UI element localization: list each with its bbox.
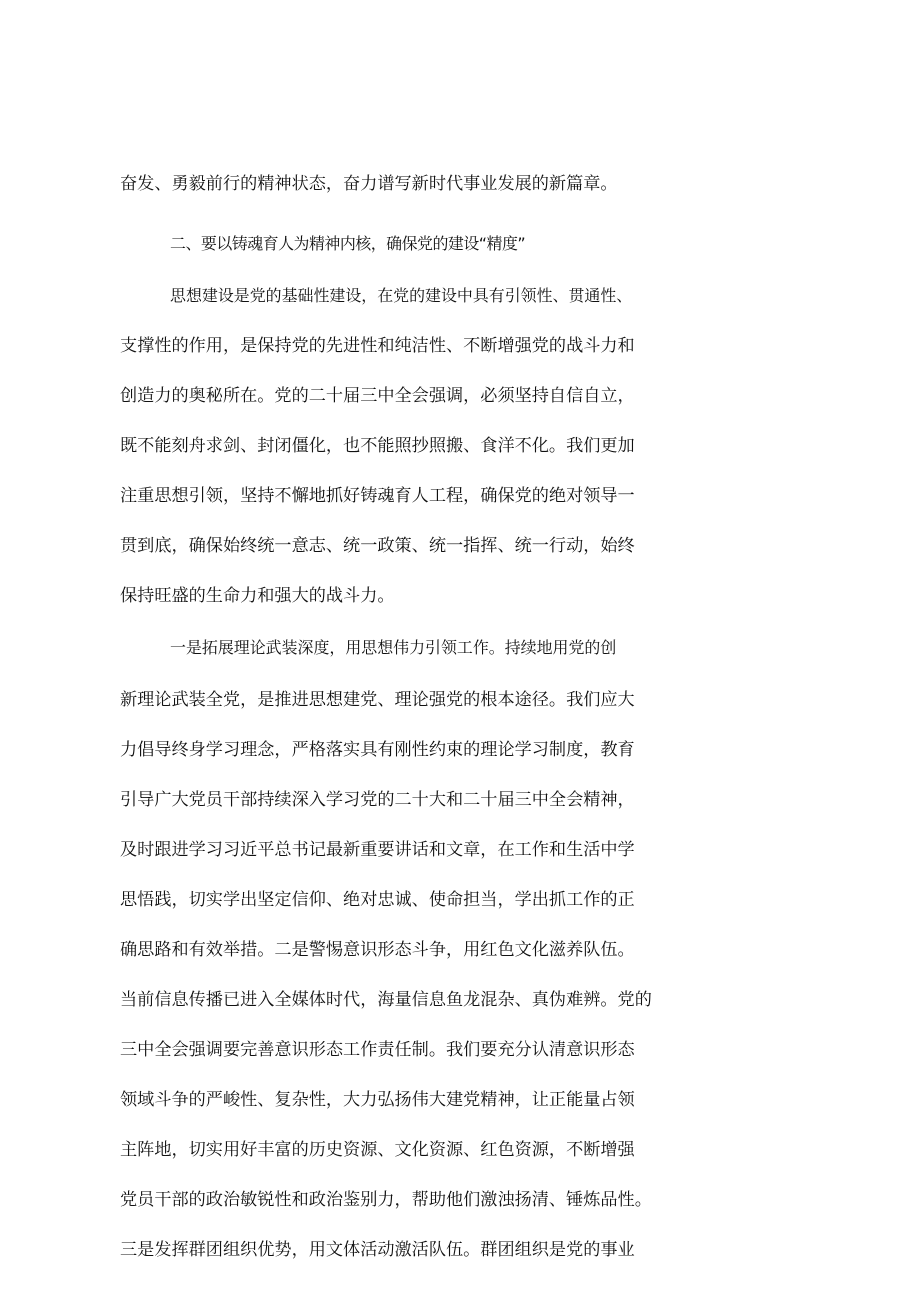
body-line: 思悟践，切实学出坚定信仰、绝对忠诚、使命担当，学出抓工作的正 [120,890,635,910]
body-line: 力倡导终身学习理念，严格落实具有刚性约束的理论学习制度，教育 [120,740,635,760]
body-line: 注重思想引领，坚持不懈地抓好铸魂育人工程，确保党的绝对领导一 [120,486,635,506]
body-line: 三中全会强调要完善意识形态工作责任制。我们要充分认清意识形态 [120,1040,635,1060]
body-line: 领域斗争的严峻性、复杂性，大力弘扬伟大建党精神，让正能量占领 [120,1090,635,1110]
body-line: 确思路和有效举措。二是警惕意识形态斗争，用红色文化滋养队伍。 [120,940,635,960]
body-line: 一是拓展理论武装深度，用思想伟力引领工作。持续地用党的创 [170,638,617,657]
body-line: 党员干部的政治敏锐性和政治鉴别力，帮助他们激浊扬清、锤炼品性。 [120,1190,652,1210]
body-line: 支撑性的作用，是保持党的先进性和纯洁性、不断增强党的战斗力和 [120,336,635,356]
body-line: 保持旺盛的生命力和强大的战斗力。 [120,586,395,606]
body-line: 新理论武装全党，是推进思想建党、理论强党的根本途径。我们应大 [120,690,635,710]
body-line: 奋发、勇毅前行的精神状态，奋力谱写新时代事业发展的新篇章。 [120,174,618,194]
body-line: 贯到底，确保始终统一意志、统一政策、统一指挥、统一行动，始终 [120,536,635,556]
body-line: 及时跟进学习习近平总书记最新重要讲话和文章，在工作和生活中学 [120,840,635,860]
body-line: 主阵地，切实用好丰富的历史资源、文化资源、红色资源，不断增强 [120,1140,635,1160]
body-line: 引导广大党员干部持续深入学习党的二十大和二十届三中全会精神， [120,790,635,810]
body-line: 三是发挥群团组织优势，用文体活动激活队伍。群团组织是党的事业 [120,1240,635,1260]
body-line: 思想建设是党的基础性建设，在党的建设中具有引领性、贯通性、 [170,286,633,305]
body-line: 既不能刻舟求剑、封闭僵化，也不能照抄照搬、食洋不化。我们更加 [120,436,635,456]
section-heading: 二、要以铸魂育人为精神内核，确保党的建设“精度” [170,234,526,253]
body-line: 当前信息传播已进入全媒体时代，海量信息鱼龙混杂、真伪难辨。党的 [120,990,652,1010]
body-line: 创造力的奥秘所在。党的二十届三中全会强调，必须坚持自信自立， [120,386,635,406]
